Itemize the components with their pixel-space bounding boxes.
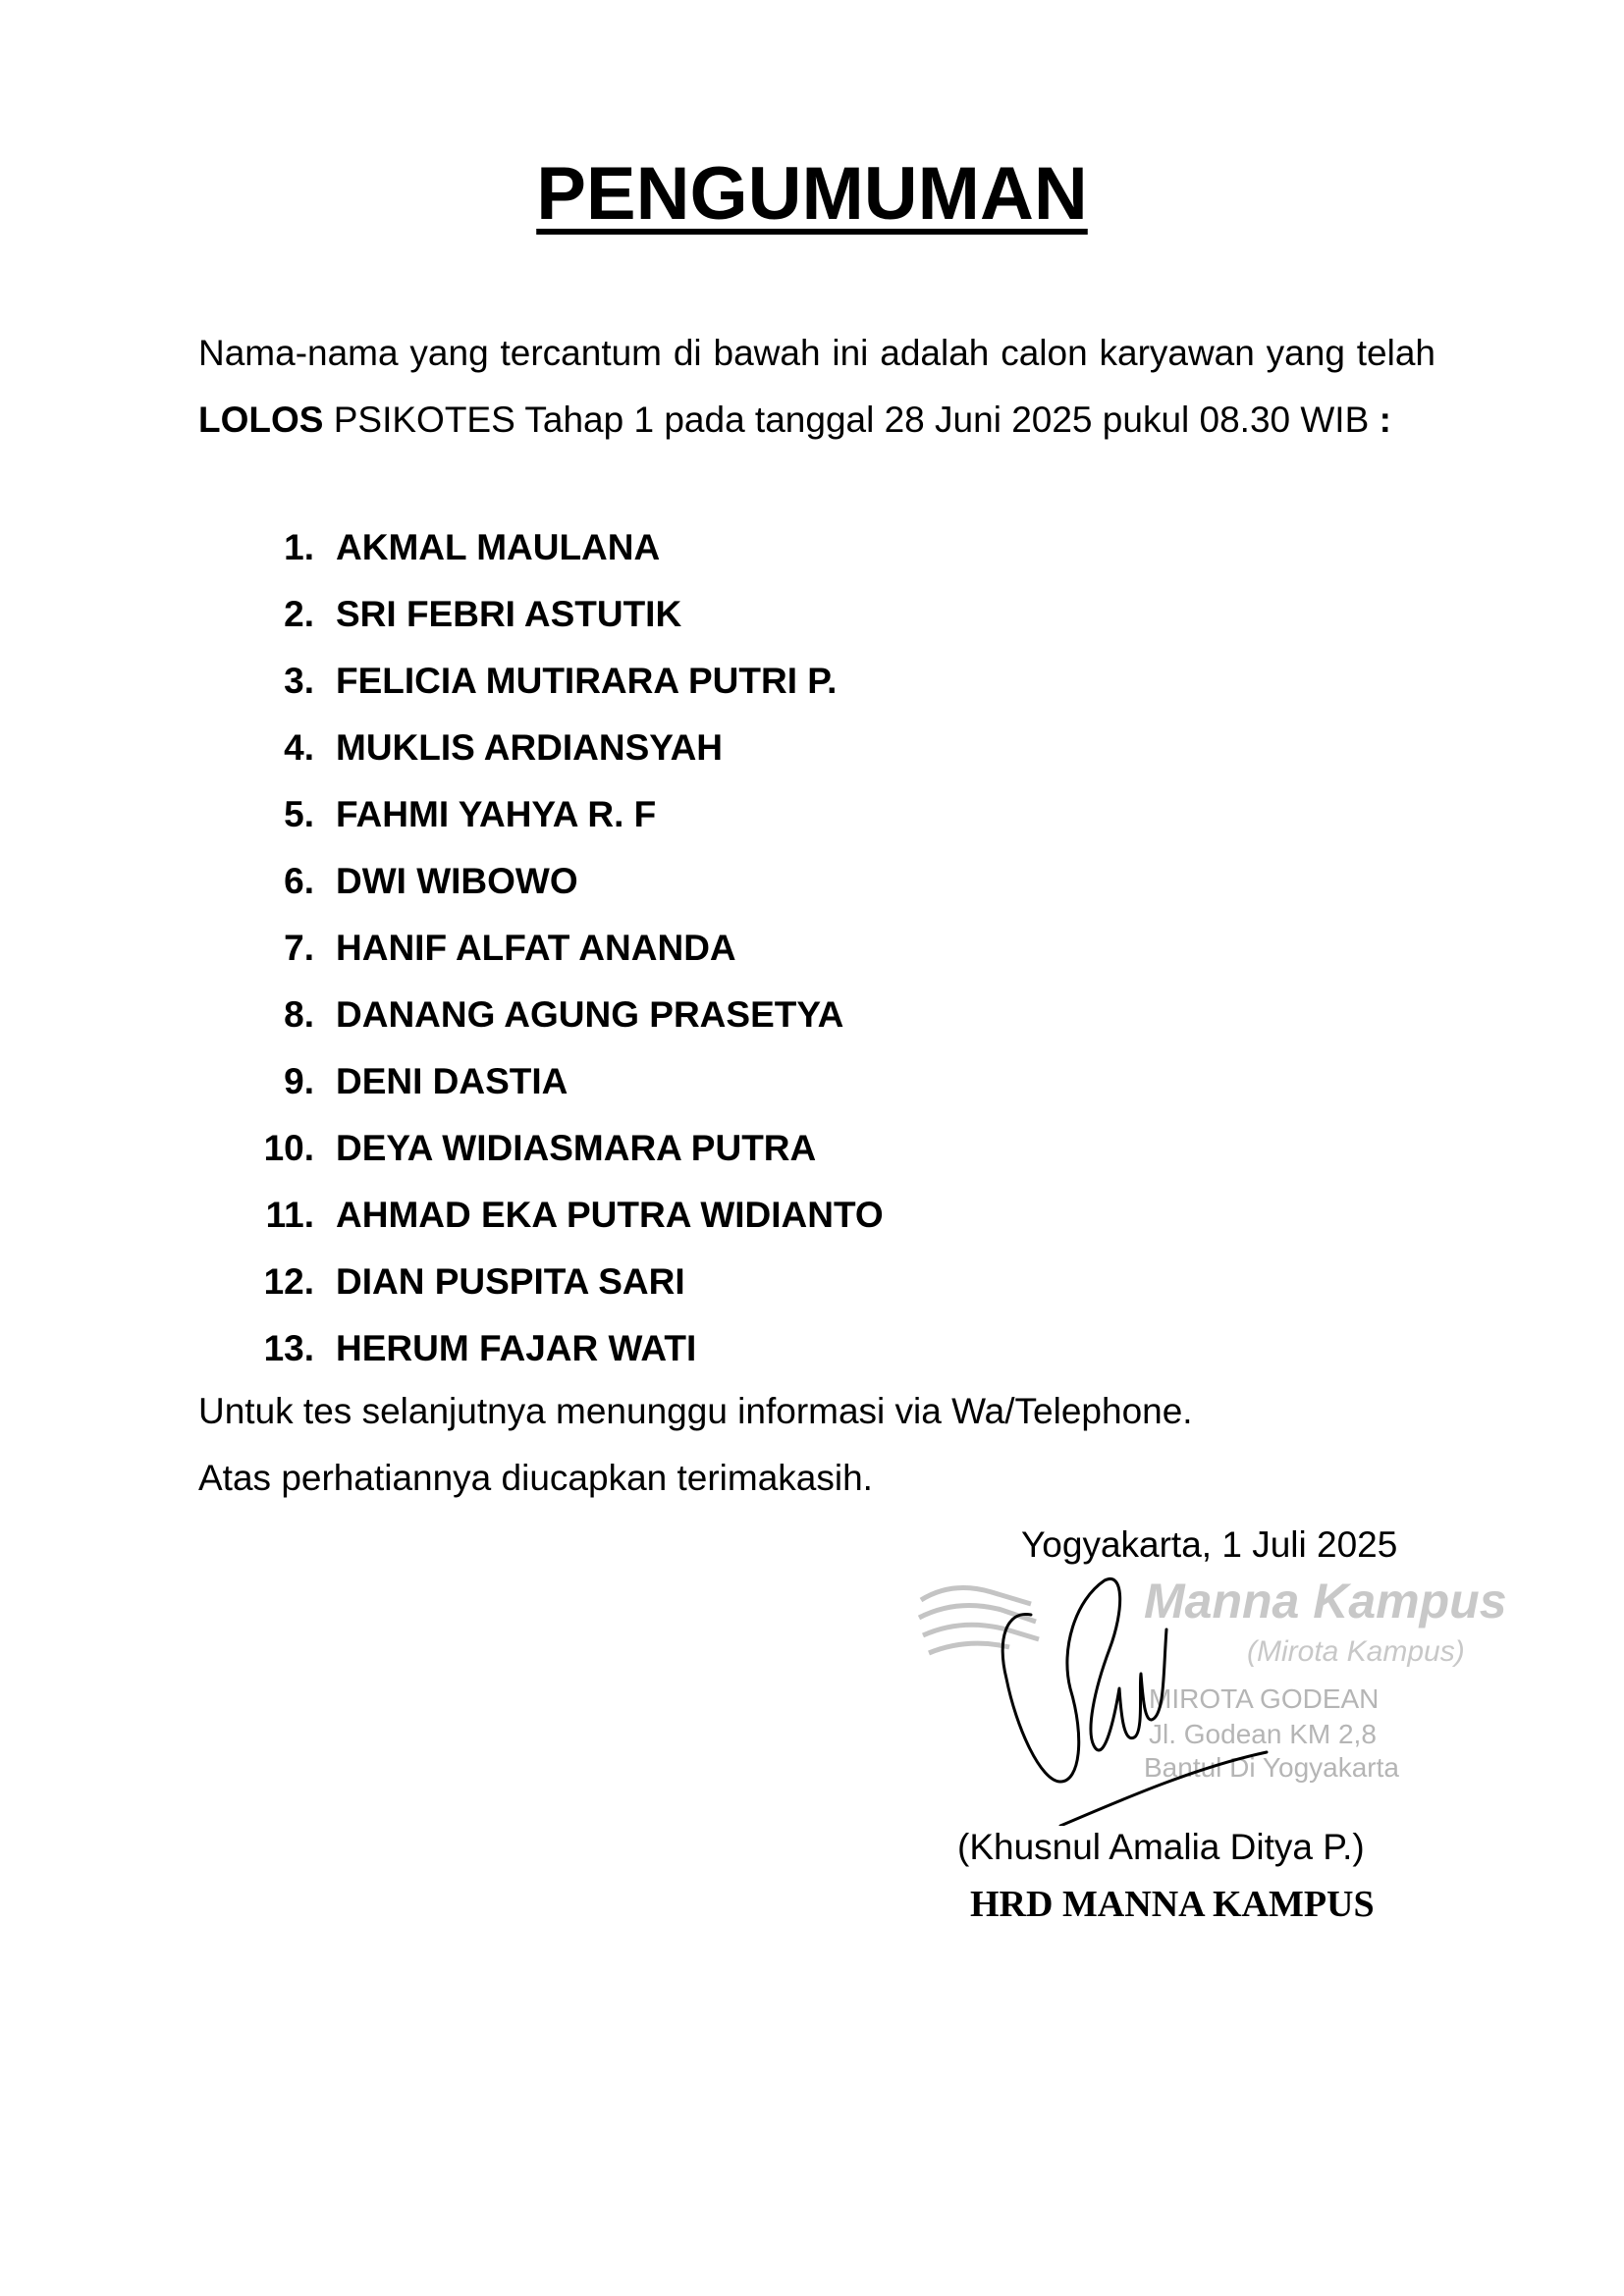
candidate-item bbox=[198, 915, 884, 982]
stamp-brand: Manna Kampus bbox=[1144, 1574, 1507, 1629]
candidate-name: AHMAD EKA PUTRA WIDIANTO bbox=[336, 1195, 884, 1235]
intro-text-2: PSIKOTES Tahap 1 pada tanggal 28 Juni 2025 pukul 08.30 WIB bbox=[323, 400, 1380, 440]
candidate-number: 8. bbox=[284, 994, 314, 1035]
stamp-line-1: MIROTA GODEAN bbox=[1149, 1683, 1380, 1714]
stamp-line-2: Jl. Godean KM 2,8 bbox=[1149, 1719, 1377, 1749]
candidate-number: 11. bbox=[265, 1195, 314, 1235]
closing-thanks: Atas perhatiannya diucapkan terimakasih. bbox=[198, 1458, 873, 1498]
company-stamp-with-signature bbox=[913, 1571, 1522, 1826]
place-date: Yogyakarta, 1 Juli 2025 bbox=[1021, 1524, 1398, 1565]
candidate-item bbox=[198, 1249, 884, 1315]
stamp-sub-brand: (Mirota Kampus) bbox=[1247, 1635, 1465, 1668]
candidate-name: DWI WIBOWO bbox=[336, 861, 578, 901]
document-title bbox=[0, 145, 1624, 243]
candidate-item bbox=[198, 1182, 884, 1249]
intro-text-1: Nama-nama yang tercantum di bawah ini adalah calon karyawan yang telah bbox=[198, 333, 1435, 373]
candidate-item bbox=[198, 848, 884, 915]
candidate-item bbox=[198, 982, 884, 1048]
candidate-name: FAHMI YAHYA R. F bbox=[336, 794, 657, 834]
candidate-item bbox=[198, 581, 884, 648]
candidate-number: 7. bbox=[284, 928, 314, 968]
candidate-item bbox=[198, 1315, 884, 1382]
closing-info: Untuk tes selanjutnya menunggu informasi via Wa/Telephone. bbox=[198, 1391, 1193, 1431]
candidate-list bbox=[198, 514, 884, 1382]
candidate-item bbox=[198, 514, 884, 581]
candidate-name: AKMAL MAULANA bbox=[336, 527, 661, 567]
signer-name: (Khusnul Amalia Ditya P.) bbox=[957, 1827, 1365, 1867]
document-title-text: PENGUMUMAN bbox=[536, 152, 1088, 236]
candidate-name: SRI FEBRI ASTUTIK bbox=[336, 594, 682, 634]
candidate-number: 9. bbox=[284, 1061, 314, 1101]
stamp-line-3: Bantul Di Yogyakarta bbox=[1144, 1752, 1399, 1783]
candidate-name: DENI DASTIA bbox=[336, 1061, 568, 1101]
candidate-number: 3. bbox=[284, 661, 314, 701]
candidate-number: 12. bbox=[263, 1261, 314, 1302]
candidate-name: DIAN PUSPITA SARI bbox=[336, 1261, 685, 1302]
intro-bold-lolos: LOLOS bbox=[198, 400, 324, 440]
candidate-name: FELICIA MUTIRARA PUTRI P. bbox=[336, 661, 838, 701]
candidate-number: 1. bbox=[284, 527, 314, 567]
candidate-name: DANANG AGUNG PRASETYA bbox=[336, 994, 844, 1035]
signer-title: HRD MANNA KAMPUS bbox=[970, 1884, 1375, 1925]
candidate-name: HANIF ALFAT ANANDA bbox=[336, 928, 736, 968]
candidate-number: 4. bbox=[284, 727, 314, 768]
candidate-name: MUKLIS ARDIANSYAH bbox=[336, 727, 724, 768]
candidate-number: 5. bbox=[284, 794, 314, 834]
candidate-item bbox=[198, 1048, 884, 1115]
candidate-item bbox=[198, 715, 884, 781]
candidate-number: 10. bbox=[263, 1128, 314, 1168]
candidate-name: DEYA WIDIASMARA PUTRA bbox=[336, 1128, 817, 1168]
candidate-item bbox=[198, 781, 884, 848]
intro-paragraph bbox=[198, 320, 1435, 454]
candidate-number: 6. bbox=[284, 861, 314, 901]
candidate-item bbox=[198, 1115, 884, 1182]
candidate-number: 2. bbox=[284, 594, 314, 634]
stamp-logo-icon bbox=[919, 1588, 1039, 1654]
intro-colon: : bbox=[1379, 400, 1391, 440]
candidate-number: 13. bbox=[263, 1328, 314, 1368]
candidate-name: HERUM FAJAR WATI bbox=[336, 1328, 697, 1368]
candidate-item bbox=[198, 648, 884, 715]
